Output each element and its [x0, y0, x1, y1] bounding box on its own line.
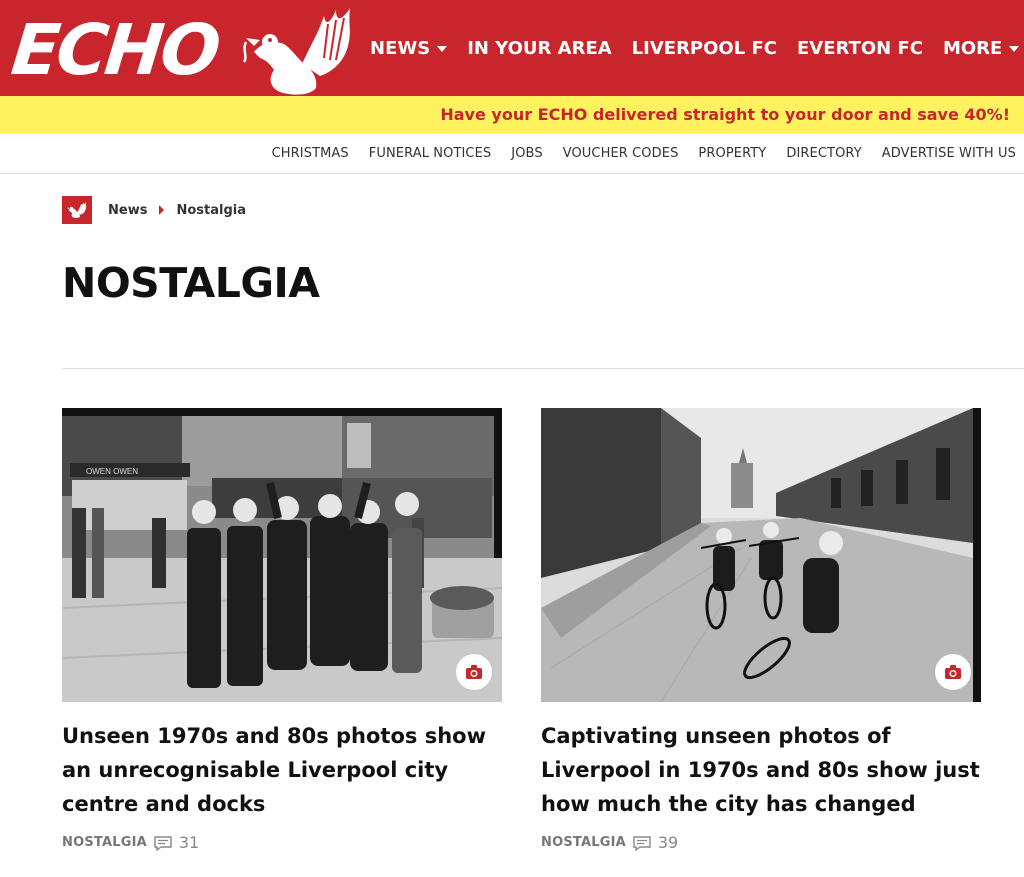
- breadcrumb-nostalgia[interactable]: Nostalgia: [176, 202, 246, 218]
- chevron-down-icon: [437, 46, 447, 52]
- breadcrumb-news[interactable]: News: [108, 202, 148, 218]
- chevron-down-icon: [1009, 46, 1019, 52]
- subnav-christmas[interactable]: CHRISTMAS: [271, 146, 349, 161]
- gallery-badge[interactable]: [935, 654, 971, 690]
- divider: [62, 368, 1024, 369]
- main-nav: [370, 36, 1024, 62]
- nav-more-label: MORE: [942, 38, 1003, 59]
- gallery-badge[interactable]: [456, 654, 492, 690]
- article-tag[interactable]: NOSTALGIA: [62, 835, 147, 850]
- article-image[interactable]: [541, 408, 981, 702]
- nav-liverpool-fc[interactable]: [632, 36, 777, 62]
- liverbird-icon: [240, 6, 360, 96]
- breadcrumb-separator-icon: [159, 205, 164, 215]
- comment-count[interactable]: 39: [657, 833, 679, 852]
- article-card: [541, 408, 981, 852]
- subnav-voucher-codes[interactable]: VOUCHER CODES: [562, 146, 679, 161]
- nav-in-your-area[interactable]: [467, 36, 611, 62]
- article-headline[interactable]: Captivating unseen photos of Liverpool in 1970s and 80s show just how much the city has changed: [541, 724, 980, 816]
- shop-sign-text: OWEN OWEN: [86, 467, 138, 476]
- camera-icon: [465, 664, 483, 680]
- nav-everton-fc[interactable]: [797, 36, 923, 62]
- page-title: NOSTALGIA: [62, 259, 320, 307]
- comment-icon[interactable]: [632, 835, 652, 851]
- subnav-property[interactable]: PROPERTY: [698, 146, 767, 161]
- comment-icon[interactable]: [153, 835, 173, 851]
- breadcrumb: [62, 196, 246, 224]
- article-card: [62, 408, 502, 852]
- nav-everton-fc-label: EVERTON FC: [796, 38, 923, 59]
- article-meta: [541, 833, 981, 852]
- article-tag[interactable]: NOSTALGIA: [541, 835, 626, 850]
- logo-text: ECHO: [7, 9, 222, 91]
- promo-text[interactable]: Have your ECHO delivered straight to your door and save 40%!: [440, 105, 1010, 124]
- camera-icon: [944, 664, 962, 680]
- nav-more[interactable]: [943, 36, 1019, 62]
- secondary-nav: [0, 134, 1024, 174]
- echo-logo[interactable]: [7, 6, 352, 94]
- subnav-directory[interactable]: DIRECTORY: [786, 146, 862, 161]
- nav-news[interactable]: [370, 36, 447, 62]
- site-header: [0, 0, 1024, 96]
- subnav-jobs[interactable]: JOBS: [511, 146, 543, 161]
- comment-count[interactable]: 31: [178, 833, 200, 852]
- promo-bar[interactable]: [0, 96, 1024, 134]
- subnav-advertise-with-us[interactable]: ADVERTISE WITH US: [881, 146, 1016, 161]
- article-headline[interactable]: Unseen 1970s and 80s photos show an unrecognisable Liverpool city centre and docks: [62, 724, 486, 816]
- subnav-funeral-notices[interactable]: FUNERAL NOTICES: [368, 146, 492, 161]
- liverbird-icon[interactable]: [62, 196, 92, 224]
- article-meta: [62, 833, 502, 852]
- nav-liverpool-fc-label: LIVERPOOL FC: [631, 38, 777, 59]
- nav-in-your-area-label: IN YOUR AREA: [467, 38, 612, 59]
- article-image[interactable]: [62, 408, 502, 702]
- nav-news-label: NEWS: [370, 38, 431, 59]
